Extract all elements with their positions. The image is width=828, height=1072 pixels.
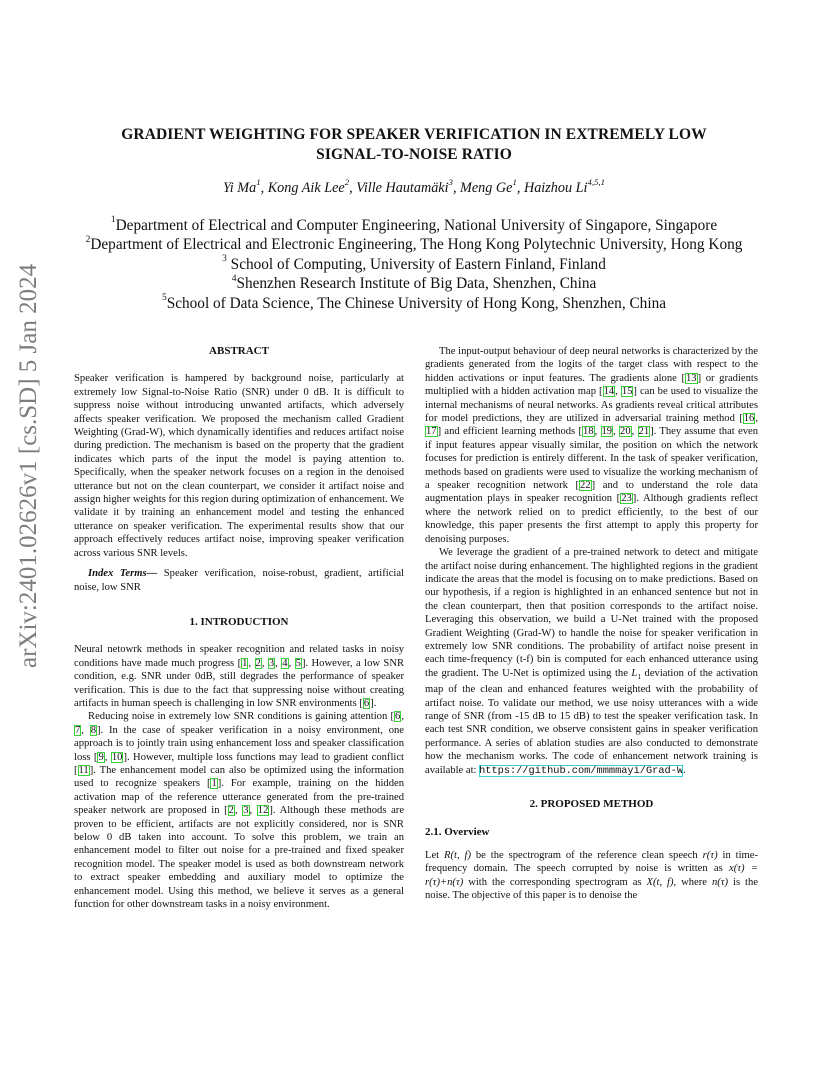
math-subscript: 1 <box>637 671 642 681</box>
affil-text: Shenzhen Research Institute of Big Data, Shenzhen, China <box>236 275 597 293</box>
text-run: , where <box>673 876 712 888</box>
left-column <box>74 345 404 911</box>
citation-link[interactable]: 12 <box>257 805 269 817</box>
affil-sup: 2 <box>85 234 91 245</box>
text-run: ]. <box>370 697 377 709</box>
affil-sup: 5 <box>161 293 167 304</box>
citation-link[interactable]: 8 <box>90 724 97 736</box>
text-run: ] or gradients multiplied with a hidden activation map [ <box>425 372 758 398</box>
intro-heading: 1. INTRODUCTION <box>189 615 289 628</box>
text-run: , <box>249 805 257 817</box>
math-inline: r(τ) <box>702 849 718 861</box>
text-run: in time-frequency domain. The speech corrupted by noise is written as <box>425 849 758 875</box>
citation-link[interactable]: 23 <box>621 493 632 505</box>
author-name: Yi Ma <box>222 180 257 196</box>
affiliation-list <box>40 216 788 313</box>
citation-link[interactable]: 1 <box>242 657 248 669</box>
affiliation <box>40 274 788 293</box>
text-run: Reducing noise in extremely low SNR conditions is gaining attention [ <box>88 711 395 723</box>
citation-link[interactable]: 18 <box>582 426 594 438</box>
text-run: , <box>594 426 601 438</box>
math-inline: n(τ) <box>711 876 729 888</box>
affil-text: School of Data Science, The Chinese University of Hong Kong, Shenzhen, China <box>166 294 667 312</box>
citation-link[interactable]: 9 <box>98 751 104 763</box>
affiliation <box>40 294 788 313</box>
text-run: , <box>234 805 243 817</box>
citation-link[interactable]: 2 <box>255 657 261 669</box>
citation-link[interactable]: 22 <box>580 480 591 492</box>
index-terms-text: Speaker verification, noise-robust, gradient, artificial noise, low SNR <box>74 568 404 593</box>
code-repo-link[interactable]: https://github.com/mmmmayi/Grad-W <box>479 764 684 777</box>
citation-link[interactable]: 6 <box>395 711 401 723</box>
affil-sup: 4 <box>231 273 237 284</box>
text-run: , <box>104 751 111 763</box>
author-affil-sup: 4,5,1 <box>587 176 606 187</box>
intro-paragraph-1 <box>74 643 404 710</box>
text-run: ]. In the case of speaker verification in a noisy environment, one approach is to jointly train using enhancement loss and speaker classification loss [ <box>74 724 404 763</box>
affil-sup: 3 <box>222 254 227 265</box>
author-affil-sup: 2 <box>344 176 350 187</box>
citation-link[interactable]: 3 <box>268 657 275 669</box>
author-name: Kong Aik Lee <box>267 180 345 196</box>
citation-link[interactable]: 2 <box>228 805 234 817</box>
text-run: , <box>288 657 295 669</box>
citation-link[interactable]: 5 <box>295 657 301 669</box>
citation-link[interactable]: 3 <box>243 805 249 817</box>
text-run: ]. The enhancement model can also be optimized using the information used to recognize speakers [ <box>74 764 404 790</box>
title-line-1: GRADIENT WEIGHTING FOR SPEAKER VERIFICATION IN EXTREMELY LOW <box>121 126 707 143</box>
text-run: , <box>261 657 268 669</box>
citation-link[interactable]: 10 <box>111 751 123 763</box>
text-run: , <box>631 426 638 438</box>
citation-link[interactable]: 14 <box>603 386 615 398</box>
text-run: ]. Although these methods are proven to be efficient, artifacts are not explicitly considered, nor is SNR below 0 dB taken into account. To solve this problem, we train an enhancement model to filter out noise for a pre-trained and fixed speaker recognition model. The speaker model is used as both downstream network to extract speaker embedding and auxiliary model to optimize the enhancement model. Using this method, we believe it serves as a general function for other downstream tasks in a noisy environment. <box>74 805 405 911</box>
citation-link[interactable]: 17 <box>426 426 437 438</box>
text-run: , <box>613 426 620 438</box>
text-run: Neural netowrk methods in speaker recognition and related tasks in noisy conditions have made much progress [ <box>74 644 404 669</box>
text-run: deviation of the activation map of the clean and enhanced features weighted with the probability of artifact noise. To validate our method, we use noisy utterances with a wide range of SNR (from -15 dB to 15 dB) to test the speaker verification task. In each test SNR condition, we observe consistent gains in speaker verification performance. A series of ablation studies are also conducted to demonstrate how the mechanism works. The code of enhancement network training is available at: <box>425 667 758 776</box>
index-terms-label: Index Terms— <box>88 568 158 580</box>
text-run: ] can be used to visualize the internal mechanisms of neural networks. As gradients reveal critical attributes for model predictions, they are utilized in adversarial training method [ <box>425 386 758 425</box>
citation-link[interactable]: 11 <box>78 764 89 776</box>
affiliation <box>40 255 788 274</box>
citation-link[interactable]: 6 <box>363 697 370 709</box>
text-run: ]. Although gradients reflect where the network relied on to predict efficiently, to the best of our knowledge, this paper presents the first attempt to apply this property for denoising purposes. <box>425 493 758 545</box>
citation-link[interactable]: 1 <box>211 778 217 790</box>
citation-link[interactable]: 4 <box>282 657 288 669</box>
author-name: Haizhou Li <box>523 180 588 196</box>
math-inline: R(t, f) <box>444 849 471 861</box>
affil-text: Department of Electrical and Electronic Engineering, The Hong Kong Polytechnic University, Hong Kong <box>90 236 743 254</box>
math-inline: x(τ) = r(τ)+n(τ) <box>425 863 758 888</box>
abstract-heading: ABSTRACT <box>209 345 269 357</box>
affiliation <box>40 235 788 254</box>
paper-title <box>80 125 748 165</box>
text-run: The input-output behaviour of deep neural networks is characterized by the gradients generated from the logits of the target class with respect to the hidden activations or input features. The gradients alone [ <box>425 346 758 384</box>
abstract-text: Speaker verification is hampered by background noise, particularly at extremely low Signal-to-Noise Ratio (SNR) under 0 dB. It is difficult to suppress noise without introducing unwanted artifacts, which adversely affects speaker verification. We proposed the mechanism called Gradient Weighting (Grad-W), which dynamically identifies and reduces artifact noise during prediction. The mechanism is based on the property that the gradient indicates which parts of the input the model is paying attention to. Specifically, when the speaker network focuses on a region in the denoised utterance but not on the clean counterpart, we consider it artifact noise and assign higher weights for this region during optimization of enhancement. We validate it by training an enhancement model and testing the enhanced utterance on speaker verification. The experimental results show that our approach effectively reduces artifact noise, improving speaker verification across various SNR levels. <box>74 373 404 559</box>
citation-link[interactable]: 20 <box>620 426 631 438</box>
text-run: Let <box>425 849 445 861</box>
citation-link[interactable]: 15 <box>621 386 633 398</box>
arxiv-stamp: arXiv:2401.02626v1 [cs.SD] 5 Jan 2024 <box>15 263 42 668</box>
citation-link[interactable]: 7 <box>75 724 81 736</box>
text-run: ]. For example, training on the hidden activation map of the reference utterance generated from the pre-trained speaker network are proposed in [ <box>74 778 404 817</box>
text-run: ] and to understand the role data augmentation plays in speaker recognition [ <box>425 480 758 505</box>
citation-link[interactable]: 13 <box>685 372 697 384</box>
author-list: Yi Ma$^1$, Kong Aik Lee$^2$, Ville Hautamäki$^3$, Meng Ge$^1$, Haizhou Li$^{4,5,1}$ <box>222 176 606 196</box>
author-affil-sup: 1 <box>512 176 517 187</box>
intro-paragraph-4: We leverage the gradient of a pre-trained network to detect and mitigate the artifact noise during enhancement. The highlighted regions in the gradient indicate the areas that the model is focusing on to make predictions. Based on our hypothesis, if a region is highlighted in an enhanced sentence but not in the clean counterpart, then that position corresponds to the artifact noise. Leveraging this observation, we build a U-Net trained with the proposed Gradient Weighting (Grad-W) to handle the noise for speaker verification in extremely low SNR conditions. The probability of artifact noise present in each time-frequency (t-f) bin is computed for each enhanced utterance using the gradient. The U-Net is optimized using the $L_1$ deviation of the activation map of the clean and enhanced features weighted with the probability of artifact noise. To validate our method, we use noisy utterances with a wide range of SNR (from -15 dB to 15 dB) to test the speaker verification task. In each test SNR condition, we observe consistent gains in speaker verification performance. A series of ablation studies are also conducted to demonstrate how the mechanism works. The code of enhancement network training is available at: https://github.com/mmmmayi/Grad-W. <box>425 547 758 777</box>
title-line-2: SIGNAL-TO-NOISE RATIO <box>316 146 512 163</box>
affil-text: School of Computing, University of Eastern Finland, Finland <box>226 255 606 273</box>
method-heading: 2. PROPOSED METHOD <box>529 798 654 811</box>
text-run: We leverage the gradient of a pre-trained network to detect and mitigate the artifact noise during enhancement. The highlighted regions in the gradient indicate the areas that the model is focusing on to make predictions. Based on our hypothesis, if a region is highlighted in an enhanced sentence but not in the clean counterpart, then that position corresponds to the artifact noise. Leveraging this observation, we build a U-Net trained with the proposed Gradient Weighting (Grad-W) to handle the noise for speaker verification in extremely low SNR conditions. The probability of artifact noise present in each time-frequency (t-f) bin is computed for each enhanced utterance using the gradient. The U-Net is optimized using the <box>425 547 758 679</box>
math-symbol: L <box>631 667 638 679</box>
text-run: be the spectrogram of the reference clean speech <box>470 849 703 861</box>
affil-text: Department of Electrical and Computer Engineering, National University of Singapore, Singapore <box>115 217 718 234</box>
affiliation <box>40 216 788 235</box>
overview-heading: 2.1. Overview <box>425 825 490 838</box>
text-run: , <box>615 386 621 398</box>
text-run: is the noise. The objective of this paper is to denoise the <box>425 876 758 902</box>
text-run: , <box>81 724 90 736</box>
text-run: ]. However, a low SNR condition, e.g. SNR under 0dB, still degrades the performance of speaker verification. This is due to the fact that suppressing noise without creating artifacts in human speech is challenging in low SNR environments [ <box>74 657 405 709</box>
index-terms <box>74 567 404 594</box>
affil-sup: 1 <box>110 215 116 226</box>
text-run: ]. They assume that even if input features appear visually similar, the position on which the network focuses for prediction is entirely different. In the task of speaker verification, methods based on gradients were used to visualize the working mechanism of a speaker recognition network [ <box>425 426 759 492</box>
intro-paragraph-2 <box>74 710 404 911</box>
intro-paragraph-3 <box>425 345 758 546</box>
author-affil-sup: 1 <box>256 176 261 187</box>
right-column <box>425 345 758 903</box>
citation-link[interactable]: 19 <box>601 426 613 438</box>
author-name: Meng Ge <box>460 180 513 196</box>
text-run: , <box>755 413 758 425</box>
text-run: , <box>275 657 282 669</box>
author-name: Ville Hautamäki <box>356 180 449 196</box>
citation-link[interactable]: 16 <box>743 413 755 425</box>
math-inline: X(t, f) <box>646 876 674 888</box>
overview-paragraph <box>425 849 758 903</box>
text-run: ] and efficient learning methods [ <box>437 426 582 438</box>
text-run: ]. However, multiple loss functions may lead to gradient conflict [ <box>74 751 404 776</box>
text-run: with the corresponding spectrogram as <box>463 876 647 888</box>
author-affil-sup: 3 <box>448 176 453 187</box>
text-run: , <box>401 711 404 723</box>
text-run: , <box>248 657 255 669</box>
citation-link[interactable]: 21 <box>638 426 650 438</box>
